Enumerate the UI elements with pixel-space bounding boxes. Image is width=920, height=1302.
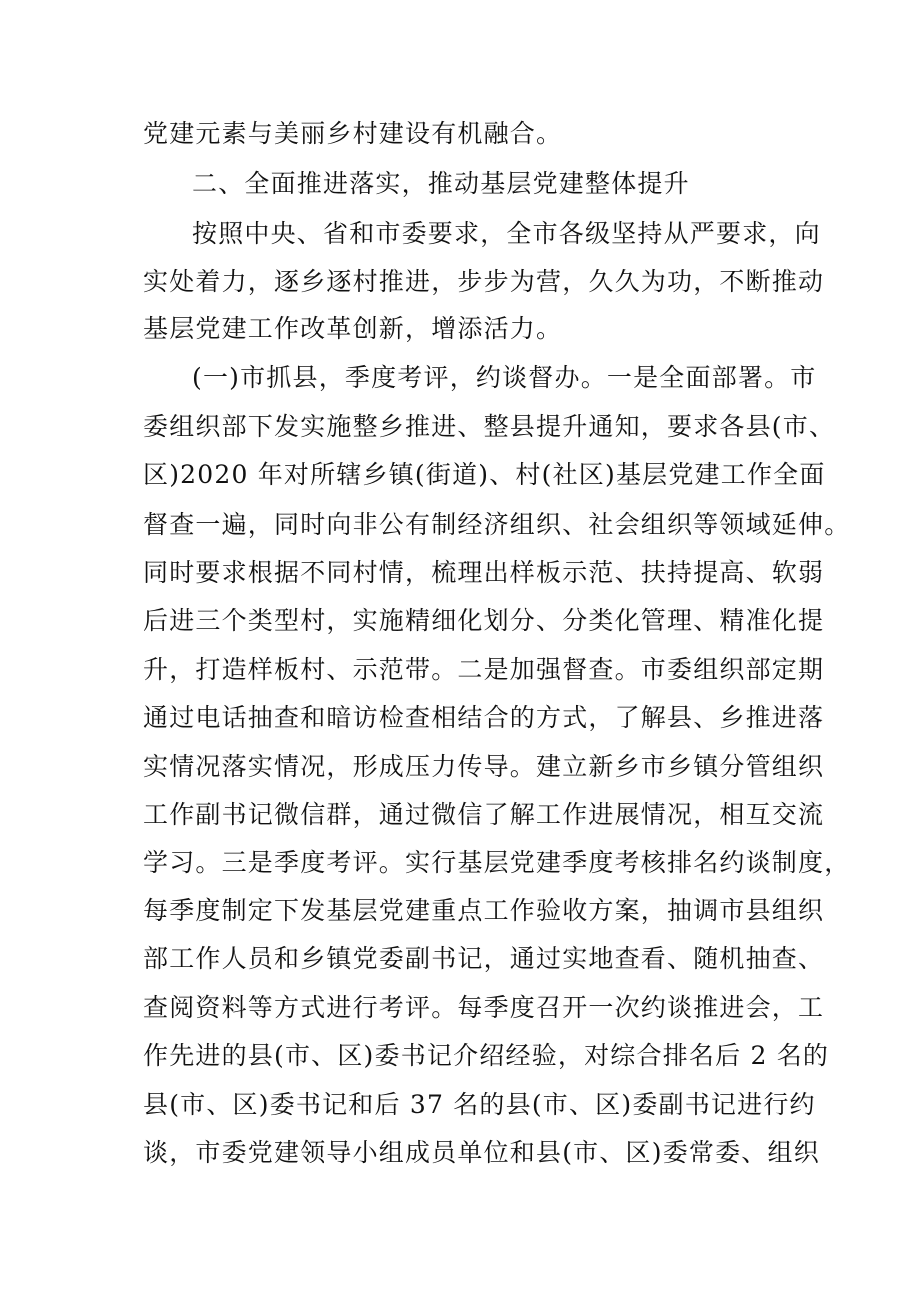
text-line-5: 基层党建工作改革创新，增添活力。 (143, 314, 563, 343)
text-line-11: 后进三个类型村，实施精细化划分、分类化管理、精准化提 (143, 606, 825, 635)
text-line-10: 同时要求根据不同村情，梳理出样板示范、扶持提高、软弱 (143, 558, 825, 587)
text-line-1: 党建元素与美丽乡村建设有机融合。 (143, 119, 563, 148)
text-line-21: 县(市、区)委书记和后 37 名的县(市、区)委副书记进行约 (143, 1090, 816, 1119)
text-line-19: 查阅资料等方式进行考评。每季度召开一次约谈推进会，工 (143, 993, 825, 1022)
text-line-6: (一)市抓县，季度考评，约谈督办。一是全面部署。市 (192, 363, 817, 392)
text-line-12: 升，打造样板村、示范带。二是加强督查。市委组织部定期 (143, 655, 825, 684)
text-line-14: 实情况落实情况，形成压力传导。建立新乡市乡镇分管组织 (143, 752, 825, 781)
text-line-9: 督查一遍，同时向非公有制经济组织、社会组织等领域延伸。 (143, 510, 851, 539)
section-heading: 二、全面推进落实，推动基层党建整体提升 (192, 169, 690, 198)
text-line-15: 工作副书记微信群，通过微信了解工作进展情况，相互交流 (143, 800, 825, 829)
text-line-22: 谈，市委党建领导小组成员单位和县(市、区)委常委、组织 (143, 1138, 820, 1167)
text-line-3: 按照中央、省和市委要求，全市各级坚持从严要求，向 (192, 219, 821, 248)
text-line-4: 实处着力，逐乡逐村推进，步步为营，久久为功，不断推动 (143, 267, 825, 296)
text-line-16: 学习。三是季度考评。实行基层党建季度考核排名约谈制度， (143, 848, 851, 877)
text-line-20: 作先进的县(市、区)委书记介绍经验，对综合排名后 2 名的 (143, 1041, 830, 1070)
text-line-8: 区)2020 年对所辖乡镇(街道)、村(社区)基层党建工作全面 (143, 460, 826, 489)
text-line-17: 每季度制定下发基层党建重点工作验收方案，抽调市县组织 (143, 896, 825, 925)
text-line-7: 委组织部下发实施整乡推进、整县提升通知，要求各县(市、 (143, 412, 836, 441)
text-line-13: 通过电话抽查和暗访检查相结合的方式，了解县、乡推进落 (143, 703, 825, 732)
text-line-18: 部工作人员和乡镇党委副书记，通过实地查看、随机抽查、 (143, 944, 825, 973)
